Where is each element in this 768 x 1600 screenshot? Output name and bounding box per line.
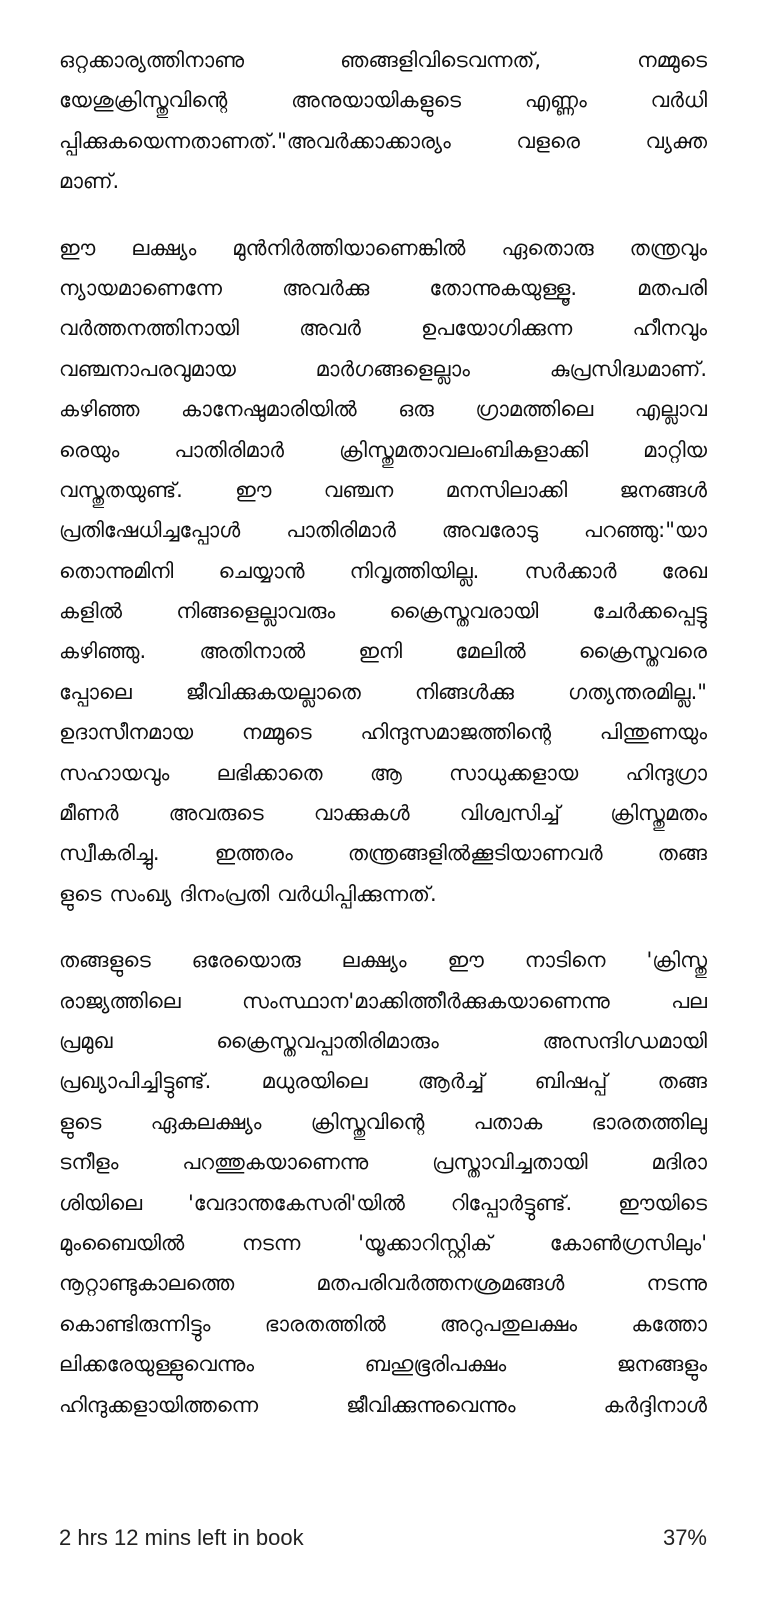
word: കഴിഞ്ഞ (59, 397, 140, 422)
word: പാതിരിമാർ (174, 437, 285, 462)
word: സംസ്ഥാന'മാക്കിത്തീർക്കുകയാണെന്നു (242, 988, 610, 1013)
word: തങ്ങ (657, 841, 707, 866)
word: ലഭിക്കാതെ (216, 760, 323, 785)
text-line (59, 268, 707, 308)
word: മതപരി (637, 275, 707, 300)
word: ഗത്യന്തരമില്ല." (567, 679, 707, 704)
word: ളുടെ (59, 1109, 102, 1134)
word: വഞ്ചന (323, 477, 394, 502)
word: കുപ്രസിദ്ധമാണ്. (549, 356, 707, 381)
word: ഭാരതത്തിൽ (264, 1311, 386, 1336)
word: ഏകലക്ഷ്യം (150, 1109, 262, 1134)
word: റിപ്പോർട്ടുണ്ട്. (450, 1190, 573, 1215)
text-line (59, 591, 707, 631)
word: വാക്കുകൾ (313, 801, 410, 826)
word: നൂറ്റാണ്ടുകാലത്തെ (59, 1271, 235, 1296)
word: സംഖ്യ (109, 881, 172, 906)
word: ജീവിക്കുന്നുവെന്നും (346, 1392, 516, 1417)
word: ഹിന്ദുഗ്രാ (625, 760, 707, 785)
word: മാണ്. (59, 169, 120, 194)
word: ഹീനവും (632, 316, 707, 341)
text-line (59, 1183, 707, 1223)
word: പറത്തുകയാണെന്നു (182, 1150, 369, 1175)
word: ജനങ്ങൾ (619, 477, 707, 502)
word: ക്രിസ്തുമതാവലംബികളാക്കി (339, 437, 589, 462)
word: ഹിന്ദുസമാജത്തിന്റെ (360, 720, 551, 745)
text-line (59, 631, 707, 671)
word: സാധുക്കളായ (449, 760, 579, 785)
word: ഭാരതത്തിലു (591, 1109, 707, 1134)
text-line (59, 80, 707, 120)
text-line (59, 1061, 707, 1101)
text-line (59, 389, 707, 429)
word: കഴിഞ്ഞു. (59, 639, 147, 664)
word: അസന്ദിഗ്ധമായി (542, 1028, 707, 1053)
word: സഹായവും (59, 760, 170, 785)
word: ഈ (59, 235, 96, 260)
word: ഉപയോഗിക്കുന്ന (421, 316, 573, 341)
text-line (59, 161, 707, 201)
text-line (59, 510, 707, 550)
text-line (59, 1102, 707, 1142)
word: ചേർക്കപ്പെട്ടു (592, 599, 707, 624)
word: പാതിരിമാർ (286, 518, 396, 543)
book-page[interactable] (59, 40, 707, 1451)
word: പിന്തുണയും (599, 720, 707, 745)
word: ഈ (447, 948, 484, 973)
text-line (59, 1344, 707, 1384)
word: മാറ്റിയ (643, 437, 707, 462)
text-line (59, 793, 707, 833)
text-line (59, 470, 707, 510)
reading-status-bar (59, 1522, 707, 1554)
word: എണ്ണം (524, 88, 587, 113)
word: മീണർ (59, 801, 119, 826)
word: ചെയ്യാൻ (218, 558, 305, 583)
word: നമ്മുടെ (637, 48, 707, 72)
word: പ്രമുഖ (59, 1028, 113, 1053)
word: വ്യക്ത (645, 128, 707, 153)
text-line (59, 874, 707, 914)
word: അവർക്കു (282, 275, 370, 300)
paragraph (59, 940, 707, 1425)
word: ക്രൈസ്തവരെ (578, 639, 707, 664)
paragraph (59, 228, 707, 915)
word: കർദ്ദിനാൾ (603, 1392, 707, 1417)
word: മുൻനിർത്തിയാണെങ്കിൽ (232, 235, 466, 260)
word: നാടിനെ (524, 948, 606, 973)
word: ഇനി (358, 639, 403, 664)
progress-percent-label: 37% (662, 1525, 707, 1550)
time-left-label: 2 hrs 12 mins left in book (59, 1525, 304, 1550)
word: ജനങ്ങളും (616, 1352, 707, 1377)
word: മതപരിവർത്തനശ്രമങ്ങൾ (316, 1271, 565, 1296)
word: വർധിപ്പിക്കുന്നത്. (277, 881, 437, 906)
word: കോൺഗ്രസിലും' (549, 1230, 707, 1255)
word: അതിനാൽ (199, 639, 306, 664)
text-line (59, 551, 707, 591)
word: നമ്മുടെ (241, 720, 312, 745)
word: വർധി (650, 88, 707, 113)
word: ലക്ഷ്യം (341, 948, 407, 973)
word: ഒരേയൊരു (191, 948, 301, 973)
text-line (59, 672, 707, 712)
word: എല്ലാവ (634, 397, 707, 422)
word: വസ്തുതയുണ്ട്. (59, 477, 183, 502)
word: ഉദാസീനമായ (59, 720, 194, 745)
word: വർത്തനത്തിനായി (59, 316, 239, 341)
text-line (59, 981, 707, 1021)
word: അറുപതുലക്ഷം (439, 1311, 578, 1336)
text-line (59, 940, 707, 980)
word: സ്വീകരിച്ചു. (59, 841, 160, 866)
paragraph (59, 40, 707, 202)
word: അവരുടെ (168, 801, 264, 826)
text-line (59, 1223, 707, 1263)
text-line (59, 712, 707, 752)
text-line (59, 308, 707, 348)
word: തന്ത്രവും (629, 235, 707, 260)
word: ജീവിക്കുകയല്ലാതെ (185, 679, 361, 704)
word: ഒരു (398, 397, 434, 422)
word: പ്പോലെ (59, 679, 132, 704)
word: ഏതൊരു (501, 235, 594, 260)
word: ക്രിസ്തുവിന്റെ (310, 1109, 425, 1134)
word: ഇത്തരം (214, 841, 293, 866)
word: ആർച്ച് (417, 1069, 485, 1094)
word: തങ്ങ (657, 1069, 707, 1094)
word: ക്രൈസ്തവരായി (389, 599, 539, 624)
word: തോന്നുകയുള്ളൂ. (429, 275, 578, 300)
text-line (59, 833, 707, 873)
word: ക്രിസ്തുമതം (610, 801, 707, 826)
word: ദിനംപ്രതി (179, 881, 270, 906)
word: ശിയിലെ (59, 1190, 143, 1215)
word: ഒറ്റക്കാര്യത്തിനാണു (59, 48, 245, 72)
word: ന്യായമാണെന്നേ (59, 275, 223, 300)
text-line (59, 1142, 707, 1182)
word: പ്രതിഷേധിച്ചപ്പോൾ (59, 518, 241, 543)
word: നിങ്ങളെല്ലാവരും (176, 599, 336, 624)
word: 'ക്രിസ്തു (646, 948, 707, 973)
word: പ്രഖ്യാപിച്ചിട്ടുണ്ട്. (59, 1069, 212, 1094)
word: വിശ്വസിച്ച് (459, 801, 561, 826)
word: ഞങ്ങളിവിടെവന്നത്, (340, 48, 542, 72)
word: 'യൂക്കാറിസ്റ്റിക് (358, 1230, 493, 1255)
word: പറഞ്ഞു:"യാ (583, 518, 707, 543)
word: കാനേഷുമാരിയിൽ (181, 397, 357, 422)
word: ലക്ഷ്യം (131, 235, 197, 260)
text-line (59, 121, 707, 161)
word: ബിഷപ്പ് (534, 1069, 608, 1094)
word: ഗ്രാമത്തിലെ (475, 397, 594, 422)
word: ഈയിടെ (618, 1190, 707, 1215)
word: മാർഗങ്ങളെല്ലാം (315, 356, 470, 381)
word: മുംബൈയിൽ (59, 1230, 185, 1255)
word: കത്തോ (631, 1311, 707, 1336)
word: പ്പിക്കുകയെന്നതാണത്."അവർക്കാക്കാര്യം (59, 128, 451, 153)
word: കൊണ്ടിരുന്നിട്ടും (59, 1311, 211, 1336)
word: ക്രൈസ്തവപ്പാതിരിമാരും (216, 1028, 439, 1053)
word: കളിൽ (59, 599, 122, 624)
word: രെയും (59, 437, 120, 462)
text-line (59, 40, 707, 80)
word: തൊന്നുമിനി (59, 558, 174, 583)
word: ലിക്കരേയുള്ളുവെന്നും (59, 1352, 255, 1377)
text-line (59, 1021, 707, 1061)
word: നടന്ന (242, 1230, 301, 1255)
word: ഹിന്ദുക്കളായിത്തന്നെ (59, 1392, 259, 1417)
text-line (59, 228, 707, 268)
word: നിങ്ങൾക്കു (414, 679, 514, 704)
word: മേലിൽ (455, 639, 526, 664)
word: അനുയായികളുടെ (291, 88, 461, 113)
word: ആ (369, 760, 402, 785)
word: നിവൃത്തിയില്ല. (349, 558, 480, 583)
word: പതാക (473, 1109, 543, 1134)
word: സർക്കാർ (524, 558, 617, 583)
word: അവർ (299, 316, 361, 341)
word: ബഹുഭൂരിപക്ഷം (364, 1352, 507, 1377)
word: നടന്നു (646, 1271, 707, 1296)
word: ളുടെ (59, 881, 102, 906)
text-line (59, 349, 707, 389)
word: തങ്ങളുടെ (59, 948, 151, 973)
word: മനസിലാക്കി (445, 477, 568, 502)
text-line (59, 1385, 707, 1425)
word: അവരോടു (441, 518, 538, 543)
word: വഞ്ചനാപരവുമായ (59, 356, 236, 381)
text-line (59, 1304, 707, 1344)
word: ടനീളം (59, 1150, 119, 1175)
text-line (59, 753, 707, 793)
word: രാജ്യത്തിലെ (59, 988, 181, 1013)
word: രേഖ (661, 558, 707, 583)
text-line (59, 1263, 707, 1303)
word: ഈ (235, 477, 272, 502)
word: പല (671, 988, 707, 1013)
word: വളരെ (516, 128, 580, 153)
word: പ്രസ്താവിച്ചതായി (432, 1150, 588, 1175)
word: മദിരാ (651, 1150, 707, 1175)
word: മധുരയിലെ (261, 1069, 368, 1094)
word: 'വേദാന്തകേസരി'യിൽ (187, 1190, 405, 1215)
word: തന്ത്രങ്ങളിൽക്കൂടിയാണവർ (347, 841, 603, 866)
word: യേശുക്രിസ്തുവിന്റെ (59, 88, 228, 113)
text-line (59, 430, 707, 470)
